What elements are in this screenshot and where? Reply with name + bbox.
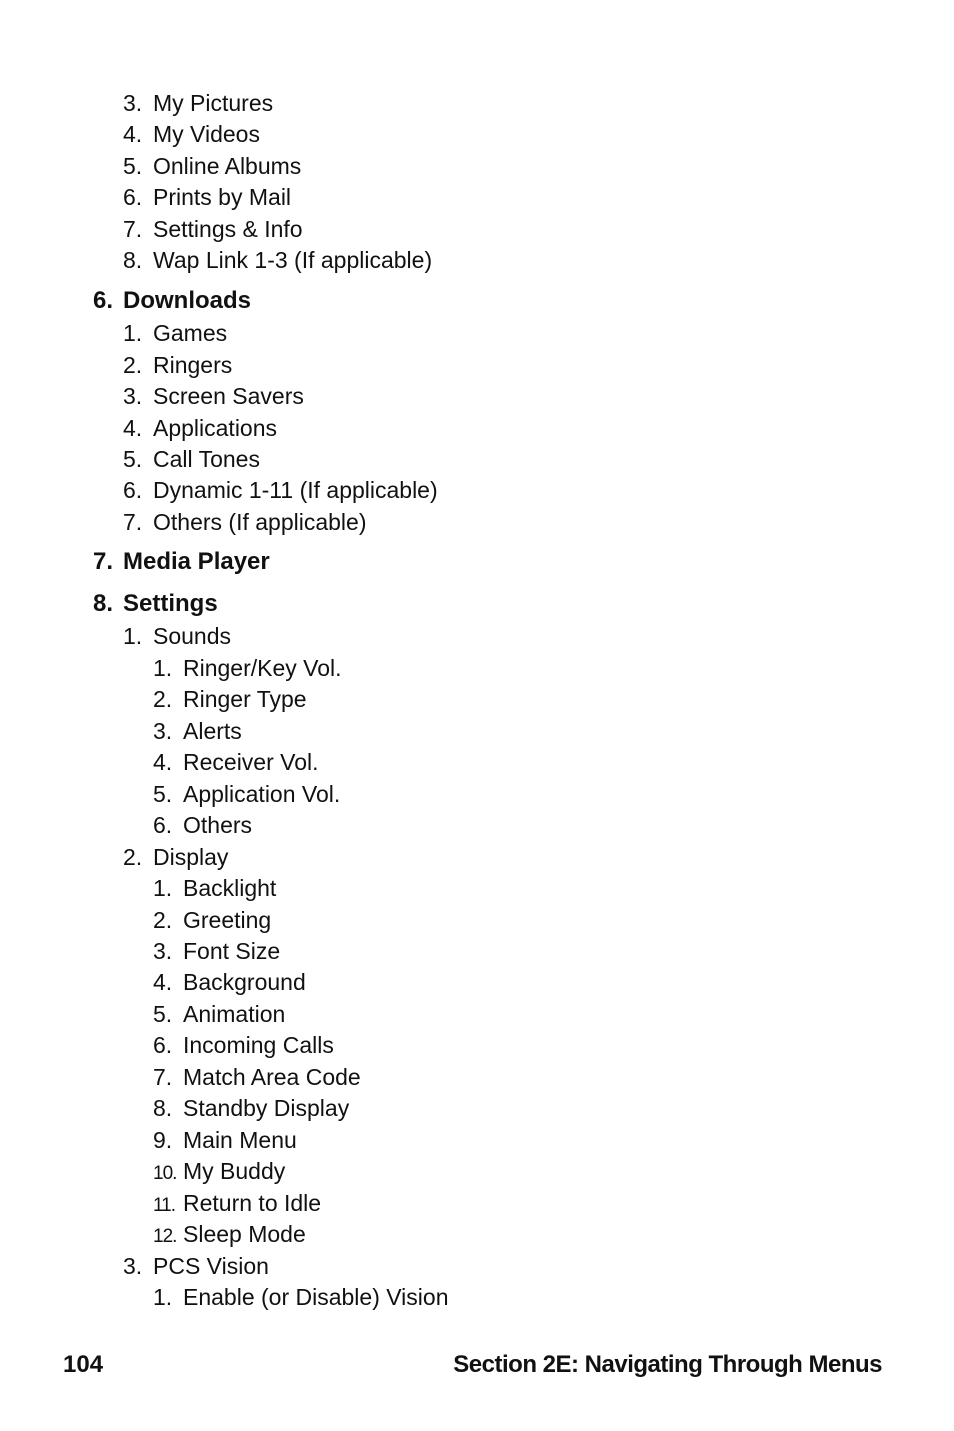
menu-item xyxy=(123,215,303,243)
item-label: Ringers xyxy=(153,352,233,378)
item-label: Background xyxy=(183,969,306,995)
item-label: Display xyxy=(153,844,229,870)
item-label: Dynamic 1-11 (If applicable) xyxy=(153,477,438,503)
item-number: 12. xyxy=(153,1226,177,1247)
item-number: 2. xyxy=(153,907,173,933)
item-label: Incoming Calls xyxy=(183,1032,334,1058)
item-label: Return to Idle xyxy=(183,1190,322,1216)
submenu-item xyxy=(153,748,319,776)
item-label: Others (If applicable) xyxy=(153,509,367,535)
menu-item xyxy=(123,319,227,347)
item-number: 1. xyxy=(123,623,143,649)
item-label: Font Size xyxy=(183,938,281,964)
item-label: My Videos xyxy=(153,121,260,147)
submenu-item xyxy=(153,968,306,996)
menu-item xyxy=(123,508,366,536)
menu-item xyxy=(123,246,432,274)
page-number: 104 xyxy=(63,1351,104,1378)
heading-label: Media Player xyxy=(123,548,270,575)
item-number: 1. xyxy=(153,655,173,681)
item-label: Games xyxy=(153,320,228,346)
menu-item xyxy=(123,183,291,211)
item-label: Ringer/Key Vol. xyxy=(183,655,342,681)
menu-item xyxy=(123,476,438,504)
menu-item xyxy=(123,414,277,442)
menu-item xyxy=(123,152,301,180)
item-label: Settings & Info xyxy=(153,216,303,242)
item-label: Animation xyxy=(183,1001,286,1027)
item-label: Wap Link 1-3 (If applicable) xyxy=(153,247,433,273)
item-number: 2. xyxy=(123,352,143,378)
item-number: 1. xyxy=(153,875,173,901)
heading-number: 7. xyxy=(93,548,114,575)
item-number: 2. xyxy=(153,686,173,712)
submenu-item xyxy=(153,780,340,808)
heading-label: Downloads xyxy=(123,287,252,314)
item-number: 3. xyxy=(123,383,143,409)
item-label: Application Vol. xyxy=(183,781,341,807)
item-label: Call Tones xyxy=(153,446,260,472)
section-title: Section 2E: Navigating Through Menus xyxy=(453,1351,882,1378)
menu-item xyxy=(123,622,231,650)
item-number: 7. xyxy=(153,1064,173,1090)
item-label: Greeting xyxy=(183,907,272,933)
item-label: Match Area Code xyxy=(183,1064,361,1090)
submenu-item xyxy=(153,874,276,902)
item-label: My Buddy xyxy=(183,1158,286,1184)
item-label: Ringer Type xyxy=(183,686,307,712)
item-label: My Pictures xyxy=(153,90,274,116)
item-number: 5. xyxy=(153,1001,173,1027)
menu-item xyxy=(123,351,232,379)
menu-item xyxy=(123,120,260,148)
section-heading-downloads xyxy=(93,287,251,315)
item-number: 4. xyxy=(153,969,173,995)
item-label: Screen Savers xyxy=(153,383,304,409)
item-number: 3. xyxy=(123,90,143,116)
item-number: 5. xyxy=(153,781,173,807)
item-number: 4. xyxy=(153,749,173,775)
item-label: Receiver Vol. xyxy=(183,749,319,775)
menu-item xyxy=(123,89,273,117)
submenu-item xyxy=(153,1220,306,1251)
item-label: Backlight xyxy=(183,875,277,901)
item-number: 11. xyxy=(153,1195,176,1216)
submenu-item xyxy=(153,906,271,934)
submenu-item xyxy=(153,811,252,839)
item-number: 6. xyxy=(123,477,143,503)
item-number: 10. xyxy=(153,1163,177,1184)
item-number: 3. xyxy=(153,718,173,744)
item-label: Online Albums xyxy=(153,153,302,179)
item-number: 1. xyxy=(123,320,143,346)
submenu-item xyxy=(153,1094,349,1122)
heading-label: Settings xyxy=(123,590,218,617)
item-number: 6. xyxy=(153,812,173,838)
item-label: Sounds xyxy=(153,623,232,649)
heading-number: 8. xyxy=(93,590,114,617)
menu-item xyxy=(123,843,228,871)
menu-item xyxy=(123,1252,269,1280)
item-number: 4. xyxy=(123,415,143,441)
submenu-item xyxy=(153,654,342,682)
submenu-item xyxy=(153,1000,285,1028)
item-label: Applications xyxy=(153,415,278,441)
item-number: 8. xyxy=(123,247,143,273)
item-number: 8. xyxy=(153,1095,173,1121)
submenu-item xyxy=(153,1283,449,1311)
item-label: Main Menu xyxy=(183,1127,297,1153)
item-label: Prints by Mail xyxy=(153,184,292,210)
item-number: 3. xyxy=(153,938,173,964)
item-number: 6. xyxy=(153,1032,173,1058)
submenu-item xyxy=(153,717,242,745)
submenu-item xyxy=(153,1189,321,1220)
item-label: Alerts xyxy=(183,718,242,744)
section-heading-settings xyxy=(93,590,218,618)
item-number: 5. xyxy=(123,446,143,472)
submenu-item xyxy=(153,1031,334,1059)
item-number: 5. xyxy=(123,153,143,179)
item-number: 9. xyxy=(153,1127,173,1153)
heading-number: 6. xyxy=(93,287,114,314)
submenu-item xyxy=(153,1126,297,1154)
item-label: Standby Display xyxy=(183,1095,350,1121)
item-label: Others xyxy=(183,812,253,838)
item-label: Sleep Mode xyxy=(183,1221,306,1247)
submenu-item xyxy=(153,1157,285,1188)
item-label: Enable (or Disable) Vision xyxy=(183,1284,449,1310)
item-number: 3. xyxy=(123,1253,143,1279)
item-number: 1. xyxy=(153,1284,173,1310)
item-number: 6. xyxy=(123,184,143,210)
menu-item xyxy=(123,445,260,473)
menu-item xyxy=(123,382,304,410)
item-number: 7. xyxy=(123,509,143,535)
item-label: PCS Vision xyxy=(153,1253,269,1279)
item-number: 4. xyxy=(123,121,143,147)
item-number: 7. xyxy=(123,216,143,242)
submenu-item xyxy=(153,1063,361,1091)
submenu-item xyxy=(153,685,307,713)
submenu-item xyxy=(153,937,280,965)
item-number: 2. xyxy=(123,844,143,870)
section-heading-media-player xyxy=(93,548,270,576)
